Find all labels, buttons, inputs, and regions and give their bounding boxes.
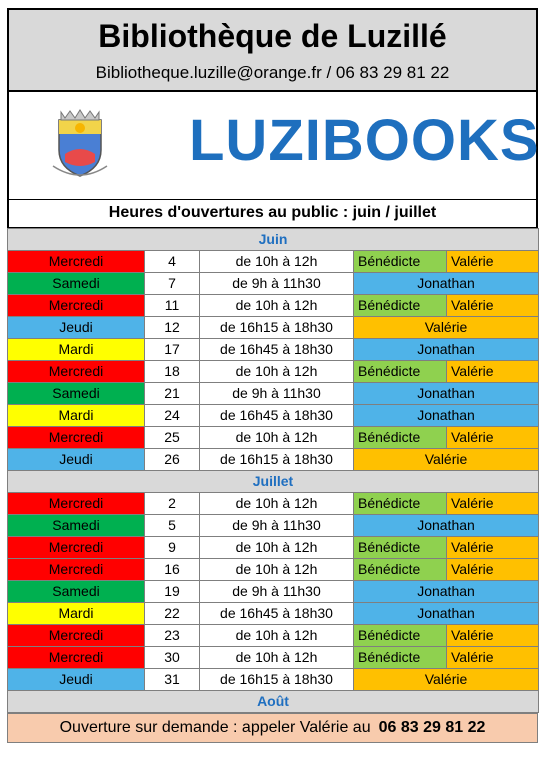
staff-cell: Valérie <box>447 361 539 383</box>
staff-cell: Bénédicte <box>354 427 447 449</box>
schedule-row <box>8 669 539 691</box>
header <box>7 8 538 92</box>
date-cell: 2 <box>145 493 200 515</box>
date-cell: 7 <box>145 273 200 295</box>
day-cell: Mardi <box>8 339 145 361</box>
staff-cell: Jonathan <box>354 339 539 361</box>
schedule-row <box>8 251 539 273</box>
crest-icon <box>51 106 109 180</box>
date-cell: 19 <box>145 581 200 603</box>
date-cell: 16 <box>145 559 200 581</box>
date-cell: 24 <box>145 405 200 427</box>
staff-cell: Jonathan <box>354 581 539 603</box>
staff-cell: Valérie <box>447 493 539 515</box>
schedule-row <box>8 603 539 625</box>
schedule-row <box>8 537 539 559</box>
staff-cell: Valérie <box>447 537 539 559</box>
staff-cell: Jonathan <box>354 405 539 427</box>
schedule-row <box>8 581 539 603</box>
hours-cell: de 10h à 12h <box>200 361 354 383</box>
day-cell: Mardi <box>8 603 145 625</box>
month-header-row <box>8 471 539 493</box>
staff-cell: Bénédicte <box>354 559 447 581</box>
logo-row <box>7 92 538 200</box>
staff-cell: Valérie <box>447 625 539 647</box>
staff-cell: Jonathan <box>354 273 539 295</box>
day-cell: Samedi <box>8 273 145 295</box>
date-cell: 21 <box>145 383 200 405</box>
schedule-table <box>7 228 539 713</box>
schedule-row <box>8 559 539 581</box>
date-cell: 18 <box>145 361 200 383</box>
staff-cell: Valérie <box>447 559 539 581</box>
staff-cell: Bénédicte <box>354 537 447 559</box>
staff-cell: Valérie <box>447 647 539 669</box>
date-cell: 11 <box>145 295 200 317</box>
schedule-subtitle: Heures d'ouvertures au public : juin / juillet <box>7 200 538 228</box>
day-cell: Mercredi <box>8 493 145 515</box>
staff-cell: Valérie <box>447 251 539 273</box>
hours-cell: de 10h à 12h <box>200 493 354 515</box>
footer-phone: 06 83 29 81 22 <box>378 719 486 736</box>
hours-cell: de 10h à 12h <box>200 537 354 559</box>
date-cell: 12 <box>145 317 200 339</box>
staff-cell: Bénédicte <box>354 625 447 647</box>
schedule-row <box>8 515 539 537</box>
staff-cell: Valérie <box>354 449 539 471</box>
date-cell: 22 <box>145 603 200 625</box>
contact-line: Bibliotheque.luzille@orange.fr / 06 83 29 81 22 <box>95 63 450 82</box>
day-cell: Mardi <box>8 405 145 427</box>
day-cell: Mercredi <box>8 251 145 273</box>
hours-cell: de 16h15 à 18h30 <box>200 449 354 471</box>
hours-cell: de 10h à 12h <box>200 295 354 317</box>
hours-cell: de 9h à 11h30 <box>200 383 354 405</box>
staff-cell: Bénédicte <box>354 295 447 317</box>
schedule-row <box>8 647 539 669</box>
hours-cell: de 10h à 12h <box>200 559 354 581</box>
staff-cell: Bénédicte <box>354 647 447 669</box>
schedule-row <box>8 273 539 295</box>
date-cell: 25 <box>145 427 200 449</box>
hours-cell: de 10h à 12h <box>200 427 354 449</box>
day-cell: Mercredi <box>8 537 145 559</box>
date-cell: 26 <box>145 449 200 471</box>
footer-note <box>7 713 538 743</box>
hours-cell: de 10h à 12h <box>200 647 354 669</box>
day-cell: Samedi <box>8 383 145 405</box>
hours-cell: de 10h à 12h <box>200 251 354 273</box>
date-cell: 9 <box>145 537 200 559</box>
day-cell: Mercredi <box>8 559 145 581</box>
hours-cell: de 16h45 à 18h30 <box>200 603 354 625</box>
hours-cell: de 16h15 à 18h30 <box>200 669 354 691</box>
date-cell: 4 <box>145 251 200 273</box>
date-cell: 30 <box>145 647 200 669</box>
staff-cell: Bénédicte <box>354 251 447 273</box>
staff-cell: Valérie <box>354 317 539 339</box>
hours-cell: de 16h45 à 18h30 <box>200 339 354 361</box>
staff-cell: Jonathan <box>354 383 539 405</box>
month-label: Août <box>8 691 539 713</box>
day-cell: Jeudi <box>8 669 145 691</box>
staff-cell: Jonathan <box>354 603 539 625</box>
hours-cell: de 9h à 11h30 <box>200 581 354 603</box>
date-cell: 23 <box>145 625 200 647</box>
schedule-row <box>8 449 539 471</box>
day-cell: Jeudi <box>8 449 145 471</box>
day-cell: Mercredi <box>8 625 145 647</box>
date-cell: 17 <box>145 339 200 361</box>
date-cell: 31 <box>145 669 200 691</box>
day-cell: Mercredi <box>8 647 145 669</box>
staff-cell: Valérie <box>447 295 539 317</box>
schedule-row <box>8 295 539 317</box>
day-cell: Samedi <box>8 581 145 603</box>
day-cell: Samedi <box>8 515 145 537</box>
month-header-row <box>8 691 539 713</box>
month-label: Juin <box>8 229 539 251</box>
hours-cell: de 10h à 12h <box>200 625 354 647</box>
hours-cell: de 16h15 à 18h30 <box>200 317 354 339</box>
schedule-row <box>8 361 539 383</box>
hours-cell: de 16h45 à 18h30 <box>200 405 354 427</box>
schedule-row <box>8 405 539 427</box>
month-header-row <box>8 229 539 251</box>
day-cell: Mercredi <box>8 361 145 383</box>
library-title: Bibliothèque de Luzillé <box>98 18 447 54</box>
schedule-row <box>8 625 539 647</box>
hours-cell: de 9h à 11h30 <box>200 515 354 537</box>
day-cell: Mercredi <box>8 295 145 317</box>
schedule-row <box>8 383 539 405</box>
month-label: Juillet <box>8 471 539 493</box>
staff-cell: Valérie <box>354 669 539 691</box>
staff-cell: Jonathan <box>354 515 539 537</box>
schedule-row <box>8 493 539 515</box>
hours-cell: de 9h à 11h30 <box>200 273 354 295</box>
footer-note-text: Ouverture sur demande : appeler Valérie au <box>59 719 371 736</box>
staff-cell: Bénédicte <box>354 361 447 383</box>
schedule-row <box>8 427 539 449</box>
day-cell: Jeudi <box>8 317 145 339</box>
schedule-sheet <box>7 8 538 743</box>
date-cell: 5 <box>145 515 200 537</box>
schedule-row <box>8 339 539 361</box>
schedule-row <box>8 317 539 339</box>
staff-cell: Bénédicte <box>354 493 447 515</box>
day-cell: Mercredi <box>8 427 145 449</box>
brand-name: LUZIBOOKS <box>189 108 540 173</box>
staff-cell: Valérie <box>447 427 539 449</box>
